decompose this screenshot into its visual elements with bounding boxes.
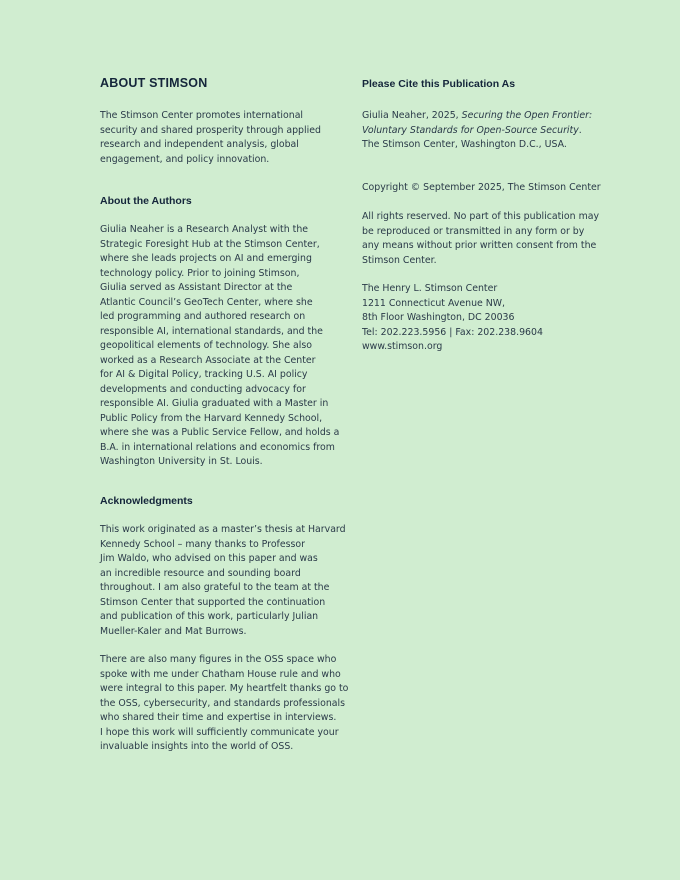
ack-line: Kennedy School – many thanks to Professor	[100, 538, 305, 550]
address-line: The Henry L. Stimson Center	[362, 283, 498, 294]
citation-line-1	[362, 109, 592, 124]
authors-line: where she leads projects on AI and emerging	[100, 253, 312, 264]
authors-line: geopolitical elements of technology. She also	[100, 340, 312, 351]
authors-line: for AI & Digital Policy, tracking U.S. AI policy	[100, 369, 308, 380]
rights-line: Stimson Center.	[362, 254, 437, 266]
citation-line-3: The Stimson Center, Washington D.C., USA.	[362, 139, 567, 150]
rights-line: All rights reserved. No part of this publication may	[362, 211, 599, 222]
address-block	[362, 282, 543, 355]
authors-line: Atlantic Council’s GeoTech Center, where she	[100, 296, 313, 308]
authors-line: where she was a Public Service Fellow, and holds a	[100, 427, 340, 438]
ack-line: were integral to this paper. My heartfelt thanks go to	[100, 683, 349, 694]
contact-line: Tel: 202.223.5956 | Fax: 202.238.9604	[362, 326, 543, 338]
acknowledgments-heading: Acknowledgments	[100, 495, 193, 507]
ack-line: I hope this work will sufficiently communicate your	[100, 726, 339, 738]
acknowledgments-text-1	[100, 523, 346, 639]
rights-line: any means without prior written consent from the	[362, 240, 597, 251]
citation-text	[362, 109, 592, 153]
about-stimson-heading: ABOUT STIMSON	[100, 76, 208, 90]
ack-line: This work originated as a master’s thesis at Harvard	[100, 524, 346, 535]
about-authors-text	[100, 223, 339, 470]
acknowledgments-text-2	[100, 653, 348, 755]
about-authors-heading: About the Authors	[100, 195, 192, 207]
citation-line-2	[362, 124, 592, 139]
ack-line: an incredible resource and sounding board	[100, 567, 301, 579]
citation-title-part-1: Securing the Open Frontier:	[461, 110, 593, 121]
authors-line: Washington University in St. Louis.	[100, 456, 263, 467]
ack-line: There are also many figures in the OSS space who	[100, 654, 337, 665]
ack-line: spoke with me under Chatham House rule and who	[100, 668, 341, 680]
authors-line: B.A. in international relations and economics from	[100, 441, 335, 453]
ack-line: throughout. I am also grateful to the team at the	[100, 582, 330, 593]
citation-title-part-2: Voluntary Standards for Open-Source Security	[362, 124, 579, 136]
ack-line: Mueller-Kaler and Mat Burrows.	[100, 625, 247, 637]
ack-line: invaluable insights into the world of OSS.	[100, 741, 294, 752]
address-line: 1211 Connecticut Avenue NW,	[362, 297, 506, 309]
citation-period: .	[578, 124, 582, 136]
authors-line: Giulia served as Assistant Director at the	[100, 282, 293, 293]
authors-line: worked as a Research Associate at the Center	[100, 354, 316, 366]
authors-line: Strategic Foresight Hub at the Stimson Center,	[100, 238, 320, 250]
website-link[interactable]: www.stimson.org	[362, 341, 443, 352]
citation-heading: Please Cite this Publication As	[362, 78, 516, 90]
rights-text	[362, 210, 599, 268]
about-line: research and independent analysis, global	[100, 139, 299, 150]
address-line: 8th Floor Washington, DC 20036	[362, 312, 515, 323]
about-line: engagement, and policy innovation.	[100, 153, 270, 165]
copyright-line: Copyright © September 2025, The Stimson Center	[362, 182, 601, 193]
copyright-text	[362, 181, 601, 196]
ack-line: Jim Waldo, who advised on this paper and was	[100, 553, 318, 564]
authors-line: technology policy. Prior to joining Stimson,	[100, 267, 300, 279]
authors-line: Public Policy from the Harvard Kennedy School,	[100, 412, 323, 424]
about-stimson-text	[100, 109, 321, 167]
citation-author-year: Giulia Neaher, 2025,	[362, 110, 462, 121]
authors-line: led programming and authored research on	[100, 311, 306, 322]
authors-line: responsible AI. Giulia graduated with a Master in	[100, 398, 329, 409]
authors-line: Giulia Neaher is a Research Analyst with the	[100, 224, 309, 235]
ack-line: the OSS, cybersecurity, and standards professionals	[100, 697, 346, 709]
about-line: security and shared prosperity through applied	[100, 124, 321, 136]
about-line: The Stimson Center promotes international	[100, 110, 304, 121]
rights-line: be reproduced or transmitted in any form or by	[362, 225, 585, 237]
authors-line: responsible AI, international standards, and the	[100, 325, 323, 337]
ack-line: Stimson Center that supported the continuation	[100, 596, 326, 608]
ack-line: and publication of this work, particularly Julian	[100, 611, 319, 622]
authors-line: developments and conducting advocacy for	[100, 383, 306, 395]
ack-line: who shared their time and expertise in interviews.	[100, 712, 337, 723]
